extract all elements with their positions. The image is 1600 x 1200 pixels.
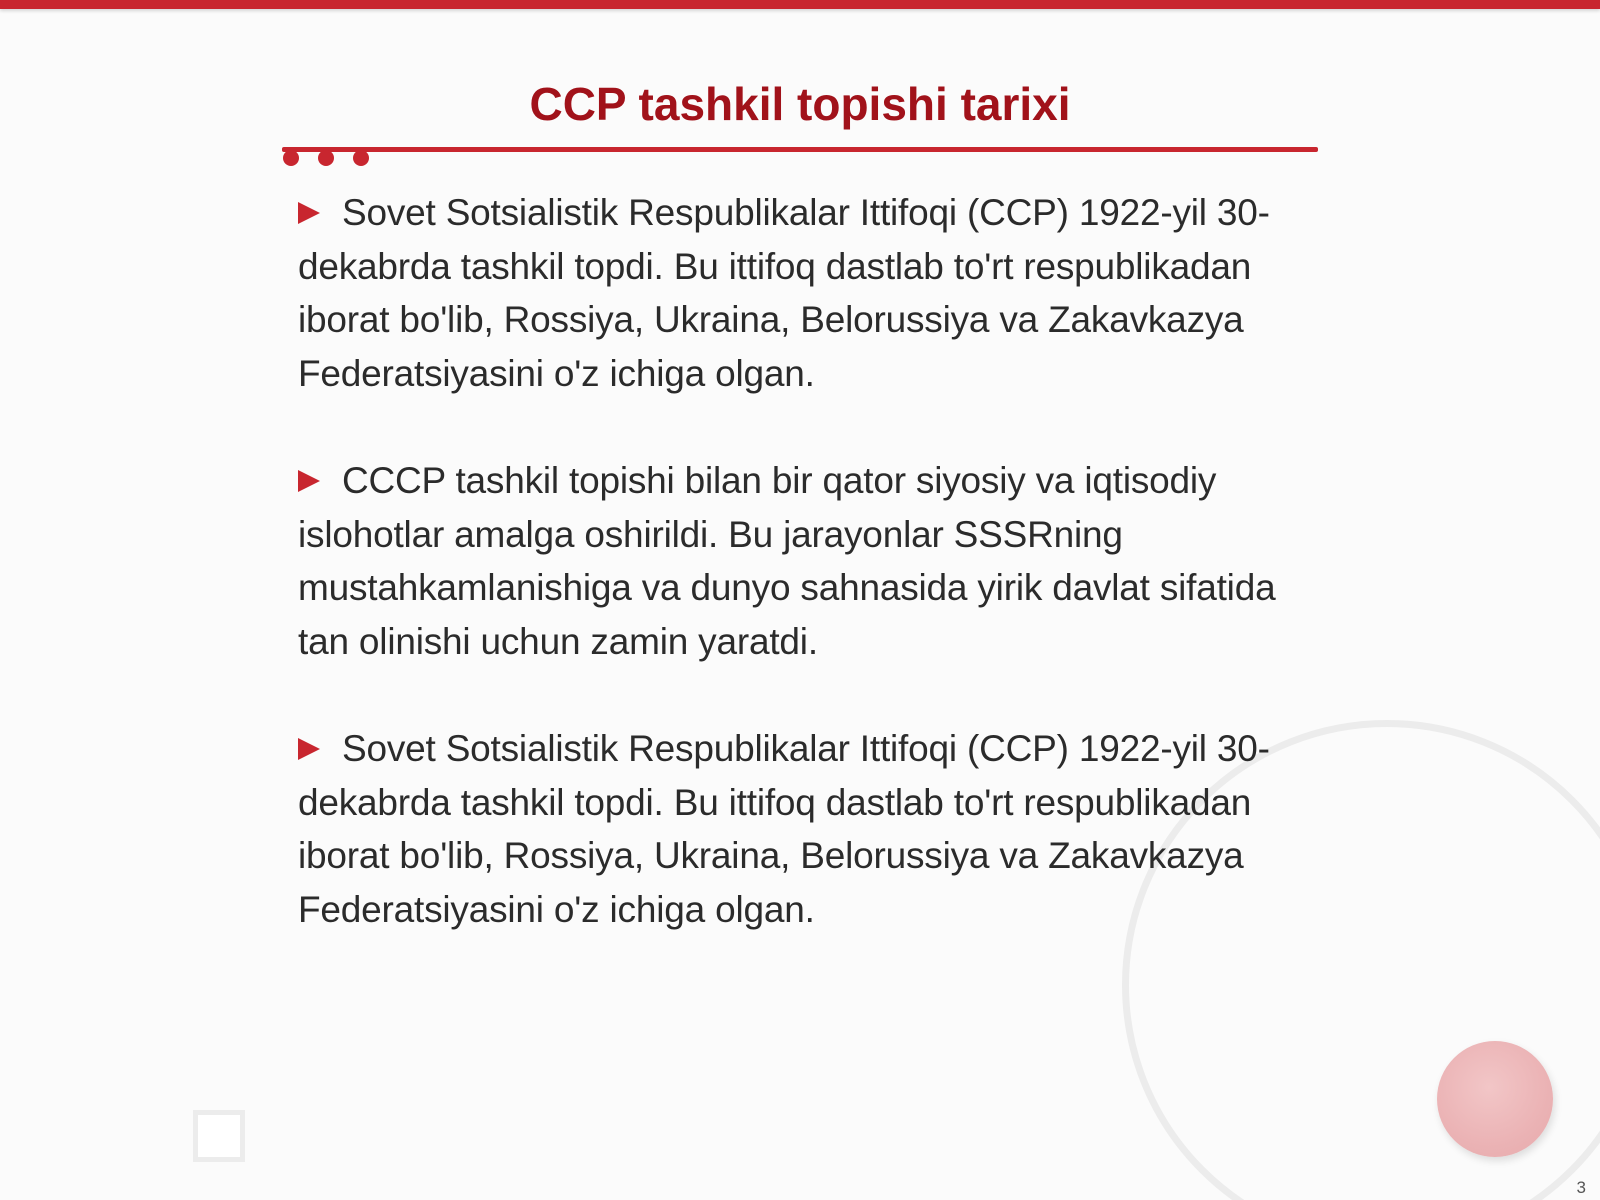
- top-accent-bar: [0, 0, 1600, 9]
- bullet-item: [298, 722, 1308, 936]
- bullet-text: Sovet Sotsialistik Respublikalar Ittifoqi (CCP) 1922-yil 30-dekabrda tashkil topdi. Bu ittifoq dastlab to'rt respublikadan iborat bo'lib, Rossiya, Ukraina, Belorussiya va Zakavkazya Federatsiyasini o'z ichiga olgan.: [298, 728, 1270, 930]
- triangle-bullet-icon: [298, 738, 320, 760]
- title-dot-icon: [283, 150, 299, 166]
- bullet-item: [298, 454, 1308, 668]
- bullet-item: [298, 186, 1308, 400]
- title-dot-icon: [318, 150, 334, 166]
- triangle-bullet-icon: [298, 470, 320, 492]
- decorative-square: [193, 1110, 245, 1162]
- title-underline: [282, 147, 1318, 152]
- decorative-bubble: [1437, 1041, 1553, 1157]
- bullet-text: Sovet Sotsialistik Respublikalar Ittifoqi (CCP) 1922-yil 30-dekabrda tashkil topdi. Bu ittifoq dastlab to'rt respublikadan iborat bo'lib, Rossiya, Ukraina, Belorussiya va Zakavkazya Federatsiyasini o'z ichiga olgan.: [298, 192, 1270, 394]
- page-number: 3: [1576, 1178, 1586, 1197]
- triangle-bullet-icon: [298, 202, 320, 224]
- slide-title: CCP tashkil topishi tarixi: [529, 78, 1071, 130]
- bullet-text: CCCP tashkil topishi bilan bir qator siyosiy va iqtisodiy islohotlar amalga oshirildi. Bu jarayonlar SSSRning mustahkamlanishiga va dunyo sahnasida yirik davlat sifatida tan olinishi uchun zamin yaratdi.: [298, 460, 1276, 662]
- title-dot-icon: [353, 150, 369, 166]
- bullet-list: [298, 186, 1308, 936]
